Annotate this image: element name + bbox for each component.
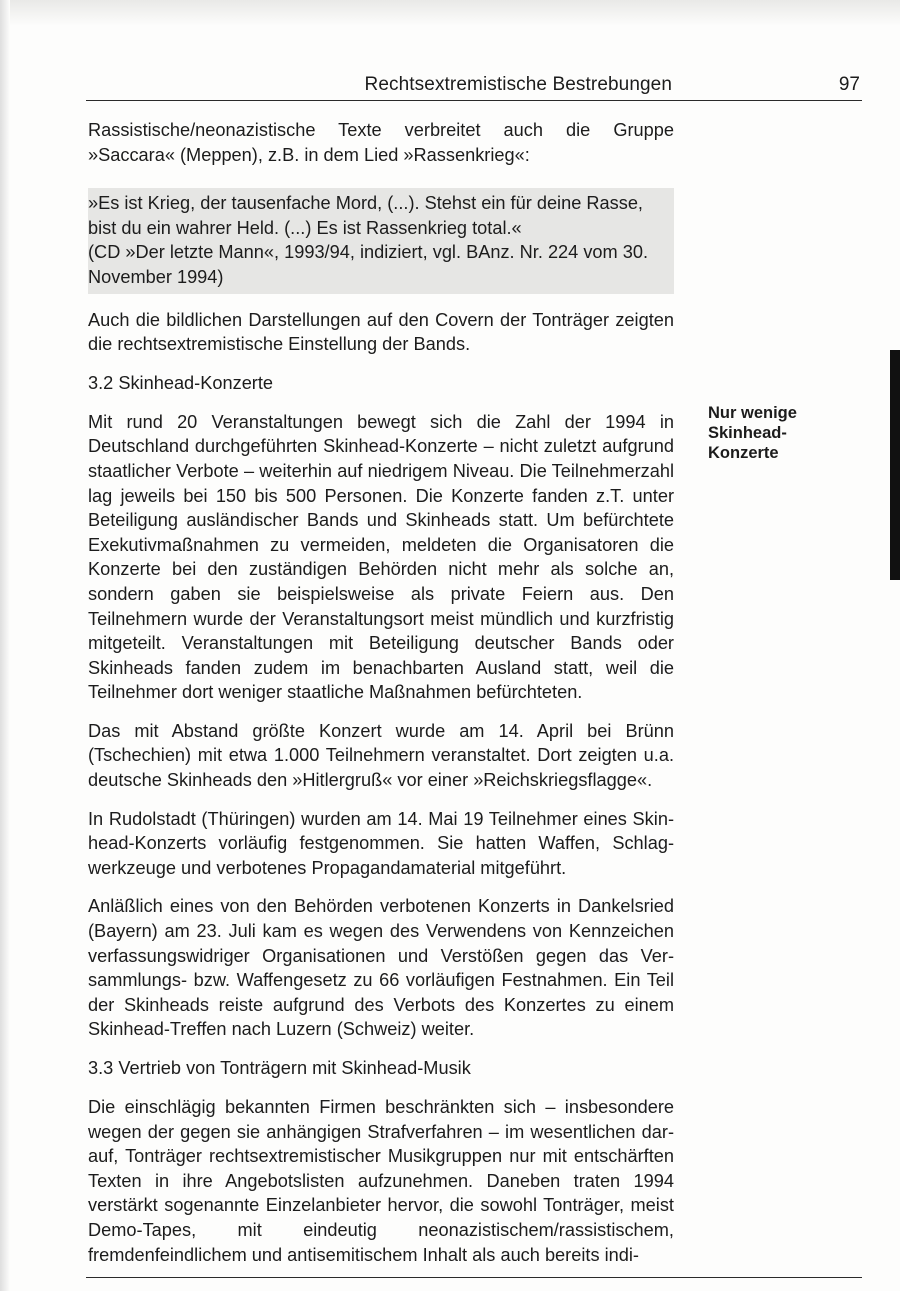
concerts-paragraph-3: In Rudolstadt (Thüringen) wurden am 14. Mai 19 Teilnehmer eines Skinhead-Konzerts vorläufig festgenommen. Sie hatten Waffen, Schlagwerkzeuge und verbotenes Propagandamaterial mitgeführt. (88, 808, 674, 878)
running-title: Rechtsextremistische Bestrebungen (364, 74, 672, 95)
lyric-quote-block (88, 188, 674, 293)
concerts-paragraph-4: Anläßlich eines von den Behörden verbotenen Konzerts in Dankelsried (Bayern) am 23. Juli kam es wegen des Verwendens von Kennzeichen verfassungswidriger Organisationen und Verstößen gegen das Versammlungs- bzw. Waffengesetz zu 66 vorläufigen Festnahmen. Ein Teil der Skinheads reiste aufgrund des Verbots des Konzertes zu einem Skinhead-Treffen nach Luzern (Schweiz) weiter. (88, 896, 674, 1040)
margin-note: Nur wenige Skinhead-Konzerte (708, 404, 797, 462)
page-number: 97 (838, 74, 860, 95)
distribution-paragraph: Die einschlägig bekannten Firmen beschränkten sich – insbesondere wegen der gegen sie anhängigen Strafverfahren – im wesentlichen darauf, Tonträger rechtsextremistischer Musikgruppen nur mit entschärften Texten in ihre Angebotslisten aufzunehmen. Daneben traten 1994 verstärkt sogenannte Einzelanbieter hervor, die sowohl Tonträger, meist Demo-Tapes, mit eindeutig neonazistischem/rassistischem, fremdenfeindlichem und antisemitischem Inhalt als auch bereits indi- (88, 1097, 674, 1265)
concerts-paragraph-1: Mit rund 20 Veranstaltungen bewegt sich die Zahl der 1994 in Deutschland durchgeführten Skinhead-Konzerte – nicht zuletzt aufgrund staatlicher Verbote – weiterhin auf niedrigem Niveau. Die Teilnehmerzahl lag jeweils bei 150 bis 500 Personen. Die Konzerte fanden z.T. unter Beteiligung ausländischer Bands und Skinheads statt. Um befürchtete Exekutivmaßnahmen zu vermeiden, meldeten die Organisatoren die Konzerte bei den zuständigen Behörden nicht mehr als solche an, sondern gaben sie beispielsweise als private Feiern aus. Den Teilnehmern wurde der Veranstaltungsort meist mündlich und kurzfristig mitgeteilt. Veranstaltungen mit Beteiligung deutscher Bands oder Skinheads fanden zudem im benachbarten Ausland statt, weil die Teilnehmer dort weniger staatliche Maßnahmen befürchteten. (88, 411, 674, 703)
quote-citation: (CD »Der letzte Mann«, 1993/94, indiziert, vgl. BAnz. Nr. 224 vom 30. November 1994) (88, 242, 649, 287)
section-heading-3-3: 3.3 Vertrieb von Tonträgern mit Skinhead-Musik (88, 1058, 471, 1078)
scan-shadow-left (0, 0, 10, 1291)
concerts-paragraph-2: Das mit Abstand größte Konzert wurde am 14. April bei Brünn (Tschechien) mit etwa 1.000 Teilnehmern veranstaltet. Dort zeigten u.a. deutsche Skinheads den »Hitlergruß« vor einer »Reichskriegsflagge«. (88, 720, 674, 791)
footer-rule (86, 1277, 862, 1278)
cover-paragraph: Auch die bildlichen Darstellungen auf den Covern der Tonträger zeigten die rechtsextremistische Einstellung der Bands. (88, 309, 674, 355)
running-header (86, 72, 862, 101)
intro-paragraph: Rassistische/neonazistische Texte verbreitet auch die Gruppe »Saccara« (Meppen), z.B. in dem Lied »Rassenkrieg«: (88, 120, 674, 165)
body-text (88, 118, 674, 1281)
quote-text: »Es ist Krieg, der tausenfache Mord, (...). Stehst ein für deine Rasse, bist du ein wahrer Held. (...) Es ist Rassenkrieg total.« (88, 193, 643, 238)
chapter-thumb-tab (890, 350, 900, 580)
scan-shadow-top (0, 0, 900, 26)
section-heading-3-2: 3.2 Skinhead-Konzerte (88, 372, 274, 393)
